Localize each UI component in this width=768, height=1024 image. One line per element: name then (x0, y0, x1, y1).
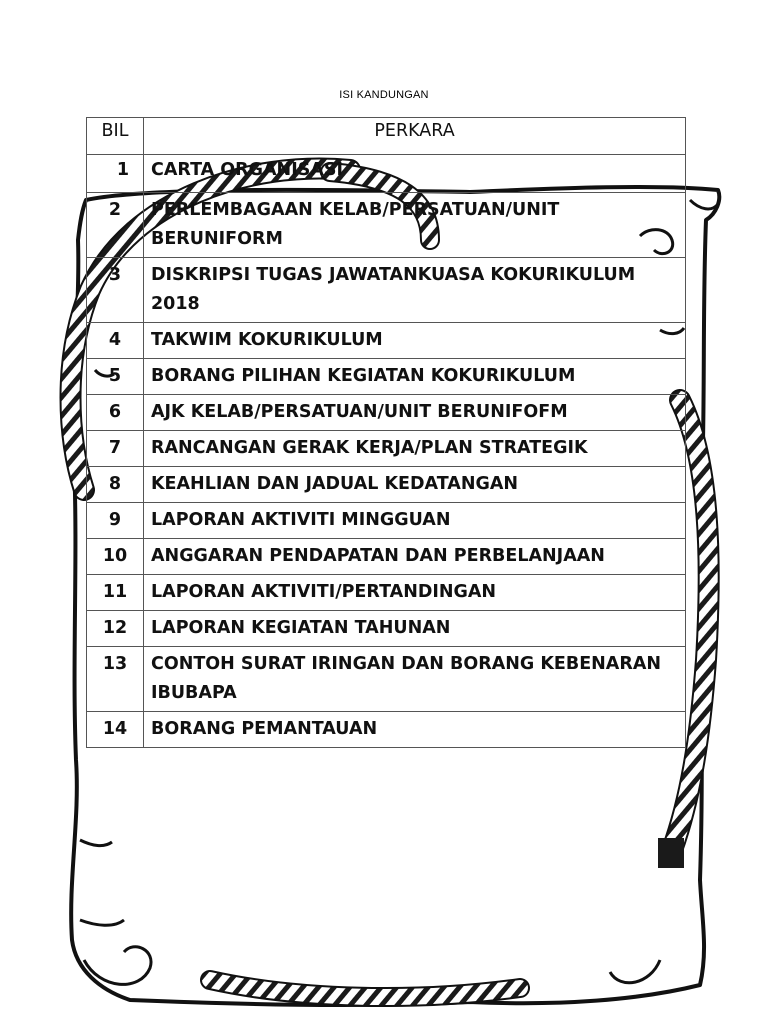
row-number: 14 (87, 712, 144, 748)
row-item: TAKWIM KOKURIKULUM (144, 323, 686, 359)
row-item: AJK KELAB/PERSATUAN/UNIT BERUNIFOFM (144, 395, 686, 431)
table-header-row (87, 118, 686, 155)
column-header-bil: BIL (87, 118, 144, 155)
page-title: ISI KANDUNGAN (339, 89, 429, 101)
row-number: 11 (87, 575, 144, 611)
table-row (87, 712, 686, 748)
column-header-perkara: PERKARA (144, 118, 686, 155)
table-row (87, 611, 686, 647)
row-number: 5 (87, 359, 144, 395)
row-number: 13 (87, 647, 144, 712)
row-number: 4 (87, 323, 144, 359)
row-number: 8 (87, 467, 144, 503)
table-row (87, 575, 686, 611)
row-item: BORANG PEMANTAUAN (144, 712, 686, 748)
table-row (87, 193, 686, 258)
row-number: 9 (87, 503, 144, 539)
table-row (87, 395, 686, 431)
row-item: CARTA ORGANISASI (144, 155, 686, 193)
row-number: 7 (87, 431, 144, 467)
row-item: CONTOH SURAT IRINGAN DAN BORANG KEBENARAN IBUBAPA (144, 647, 686, 712)
row-item: ANGGARAN PENDAPATAN DAN PERBELANJAAN (144, 539, 686, 575)
table-row (87, 323, 686, 359)
table-row (87, 155, 686, 193)
table-row (87, 503, 686, 539)
row-number: 12 (87, 611, 144, 647)
row-number: 6 (87, 395, 144, 431)
table-row (87, 359, 686, 395)
row-number: 10 (87, 539, 144, 575)
row-number: 1 (87, 155, 144, 193)
row-item: RANCANGAN GERAK KERJA/PLAN STRATEGIK (144, 431, 686, 467)
row-item: LAPORAN KEGIATAN TAHUNAN (144, 611, 686, 647)
row-number: 3 (87, 258, 144, 323)
table-row (87, 467, 686, 503)
row-item: DISKRIPSI TUGAS JAWATANKUASA KOKURIKULUM 2018 (144, 258, 686, 323)
row-item: LAPORAN AKTIVITI/PERTANDINGAN (144, 575, 686, 611)
row-item: BORANG PILIHAN KEGIATAN KOKURIKULUM (144, 359, 686, 395)
table-row (87, 431, 686, 467)
table-row (87, 647, 686, 712)
table-row (87, 258, 686, 323)
row-item: PERLEMBAGAAN KELAB/PERSATUAN/UNIT BERUNIFORM (144, 193, 686, 258)
row-item: KEAHLIAN DAN JADUAL KEDATANGAN (144, 467, 686, 503)
row-item: LAPORAN AKTIVITI MINGGUAN (144, 503, 686, 539)
row-number: 2 (87, 193, 144, 258)
table-row (87, 539, 686, 575)
contents-table (86, 117, 686, 748)
